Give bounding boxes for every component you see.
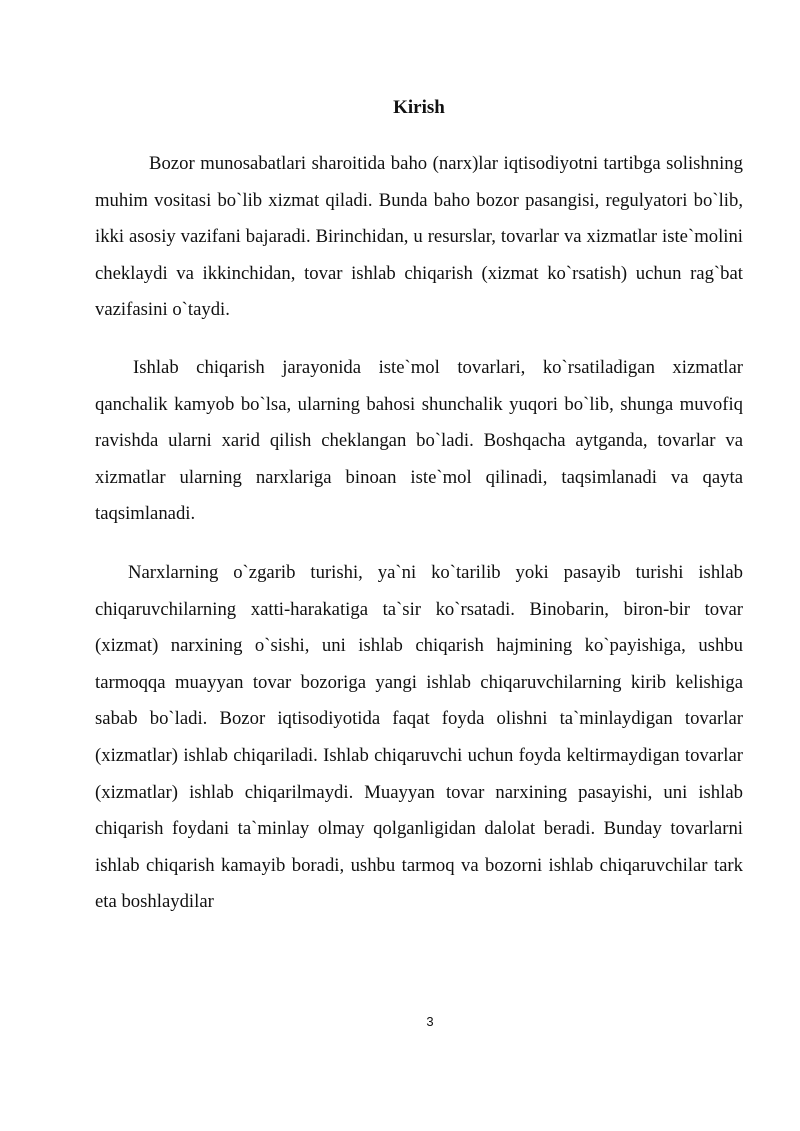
page-number: 3 — [426, 1014, 434, 1029]
paragraph-3: Narxlarning o`zgarib turishi, ya`ni ko`tarilib yoki pasayib turishi ishlab chiqaruvchilarning xatti-harakatiga ta`sir ko`rsatadi. Binobarin, biron-bir tovar (xizmat) narxining o`sishi, uni ishlab chiqarish hajmining ko`payishiga, ushbu tarmoqqa muayyan tovar bozoriga yangi ishlab chiqaruvchilarning kirib kelishiga sabab bo`ladi. Bozor iqtisodiyotida faqat foyda olishni ta`minlaydigan tovarlar (xizmatlar) ishlab chiqariladi. Ishlab chiqaruvchi uchun foyda keltirmaydigan tovarlar (xizmatlar) ishlab chiqarilmaydi. Muayyan tovar narxining pasayishi, uni ishlab chiqarish foydani ta`minlay olmay qolganligidan dalolat beradi. Bunday tovarlarni ishlab chiqarish kamayib boradi, ushbu tarmoq va bozorni ishlab chiqaruvchilar tark eta boshlaydilar — [95, 562, 743, 913]
paragraph-2: Ishlab chiqarish jarayonida iste`mol tovarlari, ko`rsatiladigan xizmatlar qanchalik kamyob bo`lsa, ularning bahosi shunchalik yuqori bo`lib, shunga muvofiq ravishda ularni xarid qilish cheklangan bo`ladi. Boshqacha aytganda, tovarlar va xizmatlar ularning narxlariga binoan iste`mol qilinadi, taqsimlanadi va qayta taqsimlanadi. — [95, 357, 743, 525]
paragraph-1: Bozor munosabatlari sharoitida baho (narx)lar iqtisodiyotni tartibga solishning muhim vositasi bo`lib xizmat qiladi. Bunda baho bozor pasangisi, regulyatori bo`lib, ikki asosiy vazifani bajaradi. Birinchidan, u resurslar, tovarlar va xizmatlar iste`molini cheklaydi va ikkinchidan, tovar ishlab chiqarish (xizmat ko`rsatish) uchun rag`bat vazifasini o`taydi. — [95, 153, 743, 321]
page-title: Kirish — [393, 97, 445, 118]
